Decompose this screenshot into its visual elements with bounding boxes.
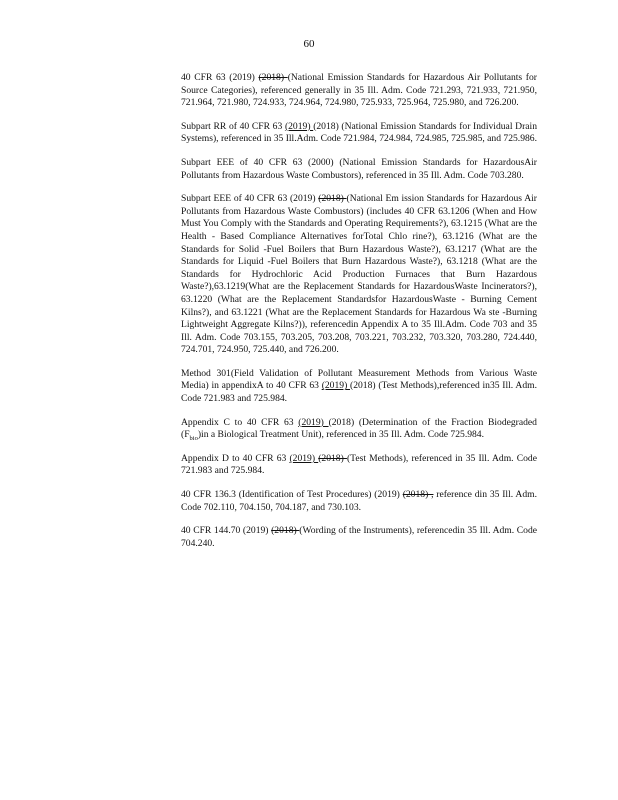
- inserted-text: (2019): [321, 380, 351, 392]
- inserted-text: (2019): [284, 120, 314, 132]
- reference-paragraph: [181, 453, 537, 478]
- deleted-text: (2018): [318, 193, 347, 205]
- document-body: [181, 72, 537, 561]
- paragraph-text: reference din 35 Ill. Adm. Code 702.110, 704.150, 704.187, and 730.103.: [181, 489, 537, 513]
- reference-paragraph: [181, 157, 537, 182]
- deleted-text: (2018) ,: [402, 489, 434, 501]
- paragraph-text: (2018) (Test Methods),referenced in35 Ill. Adm. Code 721.983 and 725.984.: [181, 380, 537, 405]
- deleted-text: (2018): [318, 452, 347, 464]
- paragraph-text: (2018) (Determination of the Fraction Biodegraded (F: [181, 416, 537, 441]
- paragraph-text: 40 CFR 136.3 (Identification of Test Procedures) (2019): [181, 489, 403, 501]
- paragraph-text: )in a Biological Treatment Unit), referenced in 35 Ill. Adm. Code 725.984.: [197, 429, 485, 441]
- paragraph-text: Subpart EEE of 40 CFR 63 (2019): [181, 193, 319, 205]
- reference-paragraph: [181, 525, 537, 550]
- paragraph-text: Appendix C to 40 CFR 63: [181, 416, 299, 428]
- paragraph-text: 40 CFR 144.70 (2019): [181, 525, 272, 537]
- reference-paragraph: [181, 193, 537, 357]
- page-number: 60: [303, 38, 315, 50]
- paragraph-text: (Wording of the Instruments), referencedin 35 Ill. Adm. Code 704.240.: [181, 525, 538, 549]
- paragraph-text: Subpart EEE of 40 CFR 63 (2000) (National Emission Standards for HazardousAir Pollutants from Hazardous Waste Combustors), referenced in 35 Ill. Adm. Code 703.280.: [181, 156, 537, 181]
- deleted-text: (2018): [271, 525, 300, 537]
- inserted-text: (2019): [289, 452, 319, 464]
- reference-paragraph: [181, 121, 537, 146]
- reference-paragraph: [181, 72, 537, 110]
- paragraph-text: 40 CFR 63 (2019): [181, 72, 259, 83]
- paragraph-text: Appendix D to 40 CFR 63: [181, 452, 290, 464]
- deleted-text: (2018): [258, 72, 288, 83]
- paragraph-text: (National Em ission Standards for Hazardous Air Pollutants from Hazardous Waste Combustors) (includes 40 CFR 63.1206 (When and How Must You Comply with the Standards and Operating Requirements?), 63.1215 (What are the Health - Based Compliance Alternatives forTotal Chlo rine?), 63.1216 (What are the Standards for Solid -Fuel Boilers that Burn Hazardous Waste?), 63.1217 (What are the Standards for Liquid -Fuel Boilers that Burn Hazardous Waste?), 63.1218 (What are the Standards for Hydrochloric Acid Production Furnaces that Burn Hazardous Waste?),63.1219(What are the Replacement Standards for HazardousWaste Incinerators?), 63.1220 (What are the Replacement Standardsfor HazardousWaste - Burning Cement Kilns?), and 63.1221 (What are the Replacement Standards for Hazardous Wa ste -Burning Lightweight Aggregate Kilns?)), referencedin Appendix A to 35 Ill.Adm. Code 703 and 35 Ill. Adm. Code 703.155, 703.205, 703.208, 703.221, 703.232, 703.320, 703.280, 724.440, 724.701, 724.950, 725.440, and 726.200.: [181, 193, 537, 356]
- paragraph-text: (Test Methods), referenced in 35 Ill. Adm. Code 721.983 and 725.984.: [181, 452, 537, 477]
- reference-paragraph: [181, 489, 537, 514]
- paragraph-text: (2018) (National Emission Standards for Individual Drain Systems), referenced in 35 Ill.Adm. Code 721.984, 724.984, 724.985, 725.985, and 725.986.: [181, 120, 537, 145]
- reference-paragraph: [181, 368, 537, 406]
- subscript-text: bio: [189, 435, 198, 443]
- reference-paragraph: [181, 417, 537, 442]
- paragraph-text: Subpart RR of 40 CFR 63: [181, 120, 285, 132]
- paragraph-text: (National Emission Standards for Hazardous Air Pollutants for Source Categories), referenced generally in 35 Ill. Adm. Code 721.293, 721.933, 721.950, 721.964, 721.980, 724.933, 724.964, 724.980, 725.933, 725.964, 725.980, and 726.200.: [181, 72, 537, 109]
- inserted-text: (2019): [298, 416, 329, 428]
- paragraph-text: Method 301(Field Validation of Pollutant Measurement Methods from Various Waste Media) in appendixA to 40 CFR 63: [181, 367, 537, 392]
